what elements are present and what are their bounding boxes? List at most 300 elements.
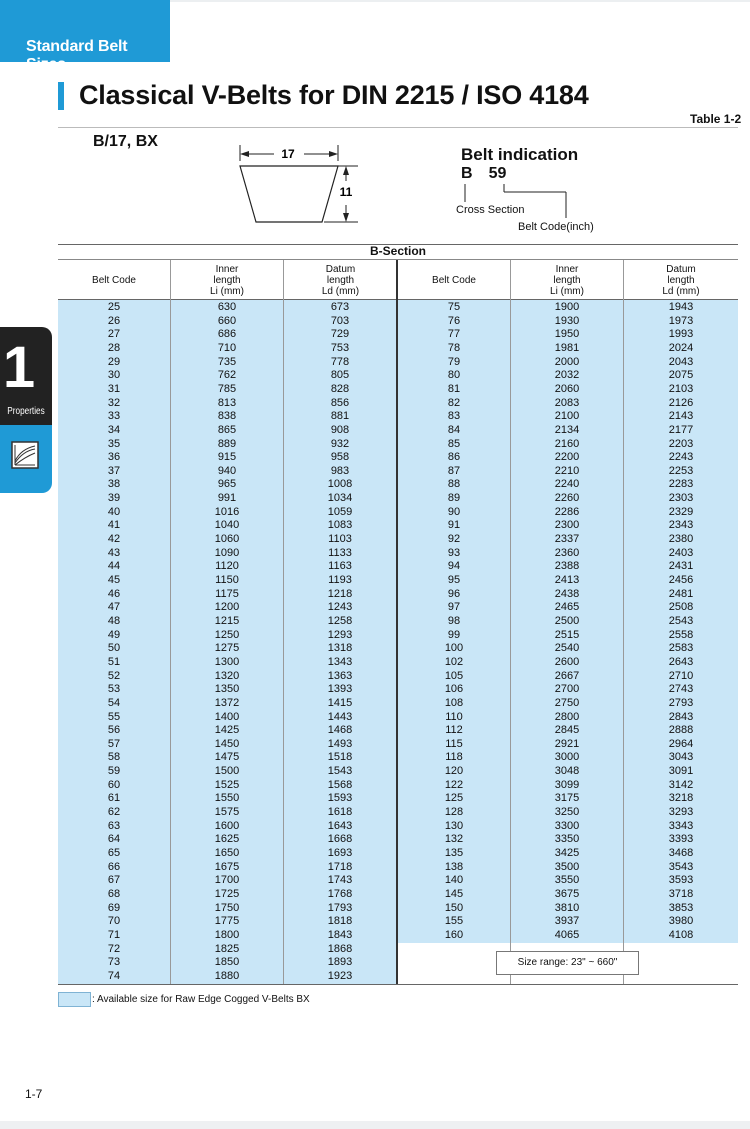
inner-length-cell: 889 [217, 437, 237, 450]
datum-length-cell: 2043 [668, 355, 694, 368]
datum-length-cell: 2024 [668, 341, 694, 354]
belt-code-cell: 80 [447, 369, 461, 382]
belt-code-cell: 26 [107, 314, 121, 327]
inner-length-cell: 3550 [554, 874, 580, 887]
table-row [0, 615, 750, 629]
datum-length-cell: 983 [330, 464, 350, 477]
section-name: B/17, BX [93, 133, 158, 150]
inner-length-cell: 2286 [554, 505, 580, 518]
datum-length-cell: 703 [330, 314, 350, 327]
table-row [0, 356, 750, 370]
datum-length-cell: 932 [330, 437, 350, 450]
inner-length-cell: 2667 [554, 669, 580, 682]
belt-code-cell: 83 [447, 410, 461, 423]
table-row [0, 765, 750, 779]
belt-code-cell: 87 [447, 464, 461, 477]
belt-code-cell: 32 [107, 396, 121, 409]
inner-length-cell: 3810 [554, 901, 580, 914]
belt-code-cell: 41 [107, 519, 121, 532]
belt-code-cell: 60 [107, 778, 121, 791]
belt-code-cell: 100 [444, 642, 464, 655]
datum-length-cell: 2177 [668, 423, 694, 436]
belt-code-cell: 106 [444, 683, 464, 696]
inner-length-cell: 1775 [214, 915, 240, 928]
inner-length-cell: 3175 [554, 792, 580, 805]
datum-length-cell: 2329 [668, 505, 694, 518]
table-row [0, 724, 750, 738]
belt-code-cell: 76 [447, 314, 461, 327]
datum-length-cell: 1568 [327, 778, 353, 791]
inner-length-cell: 2500 [554, 614, 580, 627]
belt-code-cell: 105 [444, 669, 464, 682]
belt-code-cell: 68 [107, 887, 121, 900]
table-row [0, 438, 750, 452]
datum-length-cell: 2456 [668, 574, 694, 586]
inner-length-cell: 2750 [554, 696, 580, 709]
datum-length-cell: 1818 [327, 915, 353, 928]
inner-length-cell: 2200 [554, 451, 580, 464]
inner-length-cell: 2260 [554, 492, 580, 505]
table-row [0, 301, 750, 315]
inner-length-cell: 1600 [214, 819, 240, 832]
datum-length-cell: 2103 [668, 382, 694, 395]
inner-length-cell: 762 [217, 369, 237, 382]
size-range-box: Size range: 23" ~ 660" [496, 951, 639, 975]
belt-code-cell: 160 [444, 928, 464, 941]
inner-length-cell: 2240 [554, 478, 580, 491]
datum-length-cell: 673 [330, 301, 350, 313]
inner-length-cell: 1250 [214, 628, 240, 641]
belt-code-cell: 58 [107, 751, 121, 764]
datum-length-cell: 2075 [668, 369, 694, 382]
belt-code-cell: 122 [444, 778, 464, 791]
header-inner-length: Inner length Li (mm) [210, 263, 244, 297]
belt-code-cell: 118 [445, 751, 463, 764]
belt-code-cell: 52 [107, 669, 121, 682]
datum-length-cell: 1258 [327, 614, 353, 627]
datum-length-cell: 2508 [668, 601, 694, 614]
datum-length-cell: 1743 [327, 874, 353, 887]
inner-length-cell: 3250 [554, 806, 580, 819]
belt-code-cell: 128 [444, 806, 464, 819]
header-belt-code: Belt Code [92, 274, 136, 286]
belt-code-cell: 77 [447, 328, 461, 341]
inner-length-cell: 2388 [554, 560, 580, 573]
table-row [0, 779, 750, 793]
belt-code-cell: 47 [107, 601, 121, 614]
datum-length-cell: 1973 [668, 314, 694, 327]
belt-code-cell: 99 [447, 628, 461, 641]
table-row [0, 629, 750, 643]
page-number: 1-7 [25, 1087, 43, 1101]
belt-code-cell: 25 [107, 301, 121, 313]
table-bottom-rule [58, 984, 738, 985]
inner-length-cell: 1981 [554, 341, 580, 354]
belt-code-cell: 78 [447, 341, 461, 354]
inner-length-cell: 2100 [554, 410, 580, 423]
datum-length-cell: 1868 [327, 942, 353, 955]
table-number: Table 1-2 [690, 112, 742, 126]
datum-length-cell: 1943 [668, 301, 694, 313]
belt-code-cell: 73 [107, 956, 121, 969]
header-line [170, 0, 750, 2]
datum-length-cell: 1083 [327, 519, 353, 532]
datum-length-cell: 2253 [668, 464, 694, 477]
datum-length-cell: 805 [330, 369, 350, 382]
inner-length-cell: 1500 [214, 765, 240, 778]
belt-code-cell: 67 [107, 874, 121, 887]
inner-length-cell: 2540 [554, 642, 580, 655]
datum-length-cell: 2964 [668, 737, 694, 750]
table-row [0, 315, 750, 329]
belt-code-cell: 72 [107, 942, 121, 955]
datum-length-cell: 1893 [327, 956, 353, 969]
datum-length-cell: 2583 [668, 642, 694, 655]
inner-length-cell: 1650 [214, 847, 240, 859]
legend-text: : Available size for Raw Edge Cogged V-Belts BX [92, 994, 310, 1005]
inner-length-cell: 630 [217, 301, 237, 313]
table-row [0, 656, 750, 670]
belt-code-cell: 30 [107, 369, 121, 382]
header-tab-label: Standard Belt Sizes [26, 38, 128, 73]
inner-length-cell: 735 [217, 355, 237, 368]
footer-band [0, 1121, 750, 1129]
inner-length-cell: 2032 [554, 369, 580, 382]
belt-code-cell: 34 [107, 423, 121, 436]
table-row [0, 328, 750, 342]
inner-length-cell: 2337 [554, 533, 580, 546]
title-rule [58, 127, 738, 128]
belt-code-cell: 132 [444, 833, 464, 846]
belt-indication-title: Belt indication [461, 145, 579, 164]
datum-length-cell: 2283 [668, 478, 694, 491]
datum-length-cell: 2743 [668, 683, 694, 696]
inner-length-cell: 2700 [554, 683, 580, 696]
inner-length-cell: 1300 [214, 655, 240, 668]
datum-length-cell: 1243 [327, 601, 353, 614]
datum-length-cell: 2481 [668, 587, 694, 600]
table-row [0, 424, 750, 438]
datum-length-cell: 1363 [327, 669, 353, 682]
header-rule [58, 299, 738, 300]
inner-length-cell: 1550 [214, 792, 240, 805]
belt-indication-code-number: 59 [488, 165, 507, 182]
belt-code-cell: 102 [444, 655, 464, 668]
inner-length-cell: 1090 [214, 546, 240, 559]
table-row [0, 792, 750, 806]
datum-length-cell: 1193 [328, 574, 352, 586]
table-row [0, 369, 750, 383]
datum-length-cell: 1468 [327, 724, 353, 737]
datum-length-cell: 753 [330, 341, 350, 354]
inner-length-cell: 1625 [214, 833, 240, 846]
belt-indication-code [461, 165, 506, 183]
datum-length-cell: 1768 [327, 887, 353, 900]
datum-length-cell: 3293 [668, 806, 694, 819]
inner-length-cell: 1675 [214, 860, 240, 873]
inner-length-cell: 813 [217, 396, 237, 409]
belt-code-cell: 40 [107, 505, 121, 518]
inner-length-cell: 2300 [554, 519, 580, 532]
belt-code-cell: 135 [444, 847, 464, 859]
section-title-rule [58, 259, 738, 260]
table-row [0, 847, 750, 861]
inner-length-cell: 1120 [215, 560, 239, 573]
belt-code-cell: 39 [107, 492, 121, 505]
datum-length-cell: 1443 [327, 710, 353, 723]
datum-length-cell: 4108 [668, 928, 694, 941]
inner-length-cell: 3937 [554, 915, 580, 928]
belt-code-cell: 94 [447, 560, 461, 573]
belt-code-cell: 51 [107, 655, 121, 668]
datum-length-cell: 1643 [327, 819, 353, 832]
datum-length-cell: 3343 [668, 819, 694, 832]
belt-code-cell: 86 [447, 451, 461, 464]
belt-code-cell: 145 [444, 887, 464, 900]
datum-length-cell: 1693 [327, 847, 353, 859]
inner-length-cell: 991 [217, 492, 237, 505]
datum-length-cell: 958 [330, 451, 350, 464]
belt-code-cell: 98 [447, 614, 461, 627]
belt-code-cell: 74 [107, 969, 121, 982]
datum-length-cell: 1493 [327, 737, 353, 750]
side-chapter-label: Properties [7, 406, 45, 417]
datum-length-cell: 3218 [668, 792, 694, 805]
page-title: Classical V-Belts for DIN 2215 / ISO 4184 [79, 80, 589, 110]
diagram-width-label: 17 [281, 147, 295, 161]
legend-swatch [58, 992, 91, 1007]
inner-length-cell: 1725 [214, 887, 240, 900]
belt-code-cell: 140 [444, 874, 464, 887]
inner-length-cell: 785 [217, 382, 237, 395]
table-row [0, 738, 750, 752]
inner-length-cell: 3500 [554, 860, 580, 873]
datum-length-cell: 2888 [668, 724, 694, 737]
datum-length-cell: 3091 [668, 765, 694, 778]
datum-length-cell: 729 [330, 328, 350, 341]
datum-length-cell: 1923 [327, 969, 353, 982]
inner-length-cell: 838 [217, 410, 237, 423]
inner-length-cell: 1200 [214, 601, 240, 614]
datum-length-cell: 1393 [327, 683, 353, 696]
belt-code-cell: 54 [107, 696, 121, 709]
belt-code-cell: 57 [107, 737, 121, 750]
belt-code-cell: 95 [447, 574, 461, 586]
inner-length-cell: 2438 [554, 587, 580, 600]
belt-code-cell: 46 [107, 587, 121, 600]
inner-length-cell: 1750 [214, 901, 240, 914]
inner-length-cell: 1215 [214, 614, 240, 627]
belt-code-cell: 59 [107, 765, 121, 778]
inner-length-cell: 1575 [214, 806, 240, 819]
belt-code-cell: 81 [447, 382, 461, 395]
belt-code-cell: 82 [447, 396, 461, 409]
datum-length-cell: 1133 [328, 546, 352, 559]
belt-code-cell: 97 [447, 601, 461, 614]
belt-code-cell: 28 [107, 341, 121, 354]
datum-length-cell: 1718 [327, 860, 353, 873]
inner-length-cell: 1880 [214, 969, 240, 982]
inner-length-cell: 2921 [554, 737, 580, 750]
datum-length-cell: 828 [330, 382, 350, 395]
datum-length-cell: 1618 [327, 806, 353, 819]
header-inner-length-2: Inner length Li (mm) [550, 263, 584, 297]
table-row [0, 929, 750, 943]
datum-length-cell: 1343 [327, 655, 353, 668]
datum-length-cell: 1668 [327, 833, 353, 846]
datum-length-cell: 2203 [668, 437, 694, 450]
inner-length-cell: 1800 [214, 928, 240, 941]
inner-length-cell: 3675 [554, 887, 580, 900]
datum-length-cell: 3593 [668, 874, 694, 887]
inner-length-cell: 915 [217, 451, 237, 464]
belt-code-cell: 110 [445, 710, 463, 723]
datum-length-cell: 1793 [327, 901, 353, 914]
datum-length-cell: 2343 [668, 519, 694, 532]
datum-length-cell: 1293 [327, 628, 353, 641]
belt-code-inch-label: Belt Code(inch) [518, 221, 594, 233]
datum-length-cell: 2843 [668, 710, 694, 723]
datum-length-cell: 2126 [668, 396, 694, 409]
table-row [0, 888, 750, 902]
belt-code-cell: 48 [107, 614, 121, 627]
datum-length-cell: 1318 [327, 642, 353, 655]
belt-code-cell: 79 [447, 355, 461, 368]
belt-code-cell: 70 [107, 915, 121, 928]
header-belt-code-2: Belt Code [432, 274, 476, 286]
table-row [0, 478, 750, 492]
inner-length-cell: 1175 [215, 587, 239, 600]
header-tab [0, 0, 170, 73]
table-row [0, 410, 750, 424]
datum-length-cell: 3543 [668, 860, 694, 873]
cross-section-label: Cross Section [456, 204, 525, 216]
inner-length-cell: 1425 [214, 724, 240, 737]
belt-code-cell: 150 [444, 901, 464, 914]
table-row [0, 397, 750, 411]
inner-length-cell: 2060 [554, 382, 580, 395]
inner-length-cell: 710 [217, 341, 237, 354]
inner-length-cell: 1525 [214, 778, 240, 791]
datum-length-cell: 3718 [668, 887, 694, 900]
belt-code-cell: 36 [107, 451, 121, 464]
inner-length-cell: 1372 [214, 696, 240, 709]
belt-code-cell: 35 [107, 437, 121, 450]
belt-code-cell: 92 [447, 533, 461, 546]
datum-length-cell: 3393 [668, 833, 694, 846]
belt-code-cell: 138 [444, 860, 464, 873]
table-row [0, 492, 750, 506]
inner-length-cell: 2845 [554, 724, 580, 737]
table-row [0, 806, 750, 820]
inner-length-cell: 940 [217, 464, 237, 477]
datum-length-cell: 1518 [327, 751, 353, 764]
datum-length-cell: 2793 [668, 696, 694, 709]
belt-code-cell: 120 [444, 765, 464, 778]
side-chapter-number: 1 [2, 335, 36, 400]
table-row [0, 820, 750, 834]
datum-length-cell: 1543 [327, 765, 353, 778]
belt-code-cell: 155 [444, 915, 464, 928]
inner-length-cell: 2515 [554, 628, 580, 641]
inner-length-cell: 2800 [554, 710, 580, 723]
datum-length-cell: 3142 [668, 778, 694, 791]
belt-code-cell: 84 [447, 423, 461, 436]
belt-code-cell: 56 [107, 724, 121, 737]
belt-code-cell: 66 [107, 860, 121, 873]
table-row [0, 711, 750, 725]
inner-length-cell: 1400 [214, 710, 240, 723]
inner-length-cell: 3300 [554, 819, 580, 832]
table-row [0, 451, 750, 465]
datum-length-cell: 2543 [668, 614, 694, 627]
belt-indication-section-letter: B [461, 165, 473, 182]
belt-code-cell: 112 [445, 724, 463, 737]
belt-code-cell: 125 [444, 792, 464, 805]
belt-code-cell: 31 [107, 382, 121, 395]
inner-length-cell: 1700 [214, 874, 240, 887]
table-row [0, 465, 750, 479]
inner-length-cell: 1150 [215, 574, 239, 586]
inner-length-cell: 1320 [214, 669, 240, 682]
belt-code-cell: 55 [107, 710, 121, 723]
datum-length-cell: 1059 [327, 505, 353, 518]
inner-length-cell: 1060 [214, 533, 240, 546]
belt-code-cell: 37 [107, 464, 121, 477]
inner-length-cell: 3350 [554, 833, 580, 846]
belt-code-cell: 64 [107, 833, 121, 846]
belt-code-cell: 91 [447, 519, 461, 532]
datum-length-cell: 2431 [668, 560, 694, 573]
table-row [0, 383, 750, 397]
table-row [0, 560, 750, 574]
table-row [0, 670, 750, 684]
table-row [0, 683, 750, 697]
datum-length-cell: 3043 [668, 751, 694, 764]
datum-length-cell: 2403 [668, 546, 694, 559]
inner-length-cell: 2465 [554, 601, 580, 614]
inner-length-cell: 1016 [214, 505, 240, 518]
table-row [0, 506, 750, 520]
inner-length-cell: 1475 [214, 751, 240, 764]
inner-length-cell: 2413 [554, 574, 580, 586]
inner-length-cell: 3048 [554, 765, 580, 778]
belt-code-cell: 65 [107, 847, 121, 859]
belt-code-cell: 71 [107, 928, 121, 941]
inner-length-cell: 660 [217, 314, 237, 327]
belt-code-cell: 93 [447, 546, 461, 559]
datum-length-cell: 2243 [668, 451, 694, 464]
inner-length-cell: 2000 [554, 355, 580, 368]
inner-length-cell: 686 [217, 328, 237, 341]
belt-code-cell: 33 [107, 410, 121, 423]
table-row [0, 547, 750, 561]
belt-code-cell: 53 [107, 683, 121, 696]
table-row [0, 697, 750, 711]
table-row [0, 874, 750, 888]
header-datum-length: Datum length Ld (mm) [321, 263, 360, 297]
belt-code-cell: 43 [107, 546, 121, 559]
belt-code-cell: 90 [447, 505, 461, 518]
inner-length-cell: 2360 [554, 546, 580, 559]
datum-length-cell: 778 [330, 355, 350, 368]
inner-length-cell: 1350 [214, 683, 240, 696]
inner-length-cell: 3099 [554, 778, 580, 791]
datum-length-cell: 2143 [668, 410, 694, 423]
belt-code-cell: 85 [447, 437, 461, 450]
belt-code-cell: 50 [107, 642, 121, 655]
datum-length-cell: 3853 [668, 901, 694, 914]
